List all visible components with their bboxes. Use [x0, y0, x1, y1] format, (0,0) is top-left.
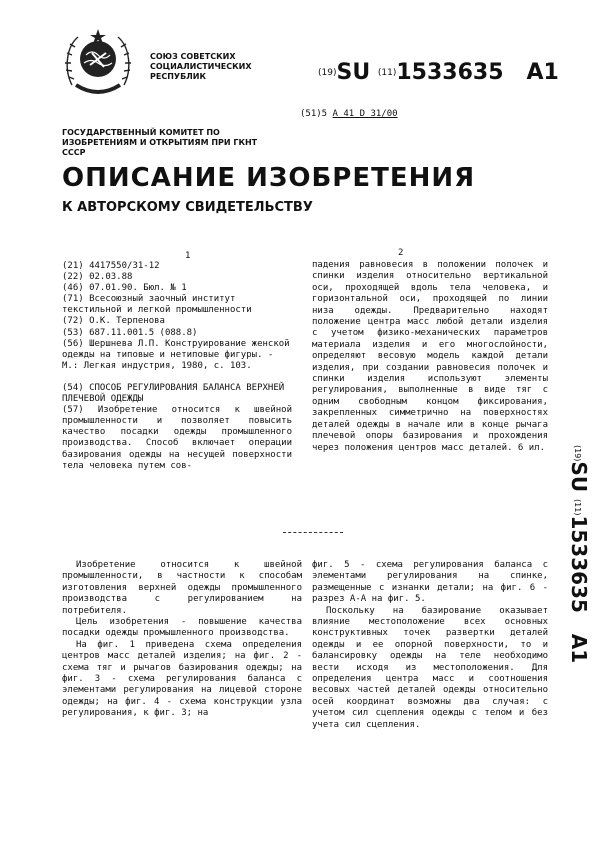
bibliographic-data — [62, 261, 292, 472]
side-number-code: (11) — [573, 499, 582, 516]
field-71: (71) Всесоюзный заочный институт текстильной и легкой промышленности — [62, 294, 252, 316]
paragraph: Поскольку на базирование оказывает влияние местоположение всех основных конструктивных точек развертки деталей одежды и ее опорной поверхности, то и балансировку одежды на теле необходимо вести исходя из местоположения. Для определения центра масс и соотношения весовых частей деталей одежды относительно осей координат возможны два случая: с учетом сил сцепления одежды с телом и без учета сил сцепления. — [312, 605, 548, 730]
ipc-code: (51)5 — [300, 109, 328, 119]
description-right-column — [312, 560, 548, 731]
field-46: (46) 07.01.90. Бюл. № 1 — [62, 283, 187, 294]
publication-number — [318, 60, 559, 85]
column-number-right: 2 — [398, 248, 404, 258]
ipc-classification — [300, 109, 398, 119]
field-21: (21) 4417550/31-12 — [62, 261, 160, 271]
number-code: (11) — [377, 68, 397, 78]
org-name: СОЮЗ СОВЕТСКИХ СОЦИАЛИСТИЧЕСКИХ РЕСПУБЛИК — [150, 52, 252, 81]
kind-code: A1 — [526, 60, 559, 85]
section-divider — [283, 532, 343, 534]
patent-number: 1533635 — [396, 60, 504, 85]
abstract-continued: падения равновесия в положении полочек и спинки изделия относительно вертикальной оси, проходящей вдоль тела человека, и горизонтальной оси, проходящей по линии низа одежды. Предварительно находят положение центра масс любой детали изделия с учетом физико-механических параметров материала изделия и его многослойности, определяют весовую модель каждой детали изделия, при создании равновесия полочек и спинки изделия используют элементы регулирования, выполненные в виде тяг с одним свободным концом фиксирования, закрепленных симметрично на поверхностях деталей одежды в начале или в конце рычага плечевой опоры базирования и прохождения через положения центров масс деталей. 6 ил. — [312, 260, 548, 453]
field-57-abstract: (57) Изобретение относится к швейной промышленности и позволяет повысить качество посадки одежды промышленного производства. Способ включает операции базирования одежды на несущей поверхности тела человека путем сов- — [62, 405, 292, 471]
country-code-num: (19) — [318, 68, 337, 78]
paragraph: На фиг. 1 приведена схема определения центров масс деталей изделия; на фиг. 2 - схема тяг и рычагов базирования одежды; на фиг. 3 - схема регулирования баланса с элементами регулирования на лицевой стороне одежды; на фиг. 4 - схема конструкции узла регулирования, к фиг. 3; на — [62, 639, 302, 719]
document-title: ОПИСАНИЕ ИЗОБРЕТЕНИЯ — [62, 163, 476, 193]
side-country-code: SU — [567, 461, 591, 493]
country-code: SU — [336, 60, 371, 85]
field-72: (72) О.К. Терпенова — [62, 316, 165, 327]
side-kind-code: A1 — [567, 633, 591, 664]
document-subtitle: К АВТОРСКОМУ СВИДЕТЕЛЬСТВУ — [62, 200, 313, 215]
column-number-left: 1 — [185, 251, 191, 261]
description-left-column — [62, 560, 302, 720]
paragraph: Цель изобретения - повышение качества посадки одежды промышленного производства. — [62, 617, 302, 639]
ipc-value: A 41 D 31/00 — [332, 109, 398, 119]
field-53: (53) 687.11.001.5 (088.8) — [62, 327, 198, 338]
paragraph: Изобретение относится к швейной промышленности, в частности к способам изготовления верхней одежды промышленного производства с регулированием на потребителя. — [62, 560, 302, 616]
side-patent-number: 1533635 — [567, 515, 591, 613]
paragraph: фиг. 5 - схема регулирования баланса с элементами регулирования на спинке, размещенные с изнанки детали; на фиг. 6 - разрез А-А на фиг. 5. — [312, 560, 548, 605]
field-56: (56) Шершнева Л.П. Конструирование женской одежды на типовые и нетиповые фигуры. - М.: Легкая индустрия, 1980, с. 103. — [62, 338, 290, 371]
side-country-code-num: (19) — [573, 445, 582, 462]
field-22: (22) 02.03.88 — [62, 272, 133, 283]
field-54-title: (54) СПОСОБ РЕГУЛИРОВАНИЯ БАЛАНСА ВЕРХНЕЙ ПЛЕЧЕВОЙ ОДЕЖДЫ — [62, 382, 285, 405]
committee-name: ГОСУДАРСТВЕННЫЙ КОМИТЕТ ПО ИЗОБРЕТЕНИЯМ И ОТКРЫТИЯМ ПРИ ГКНТ СССР — [62, 128, 258, 157]
state-emblem — [62, 25, 134, 97]
side-publication-number — [565, 445, 605, 675]
